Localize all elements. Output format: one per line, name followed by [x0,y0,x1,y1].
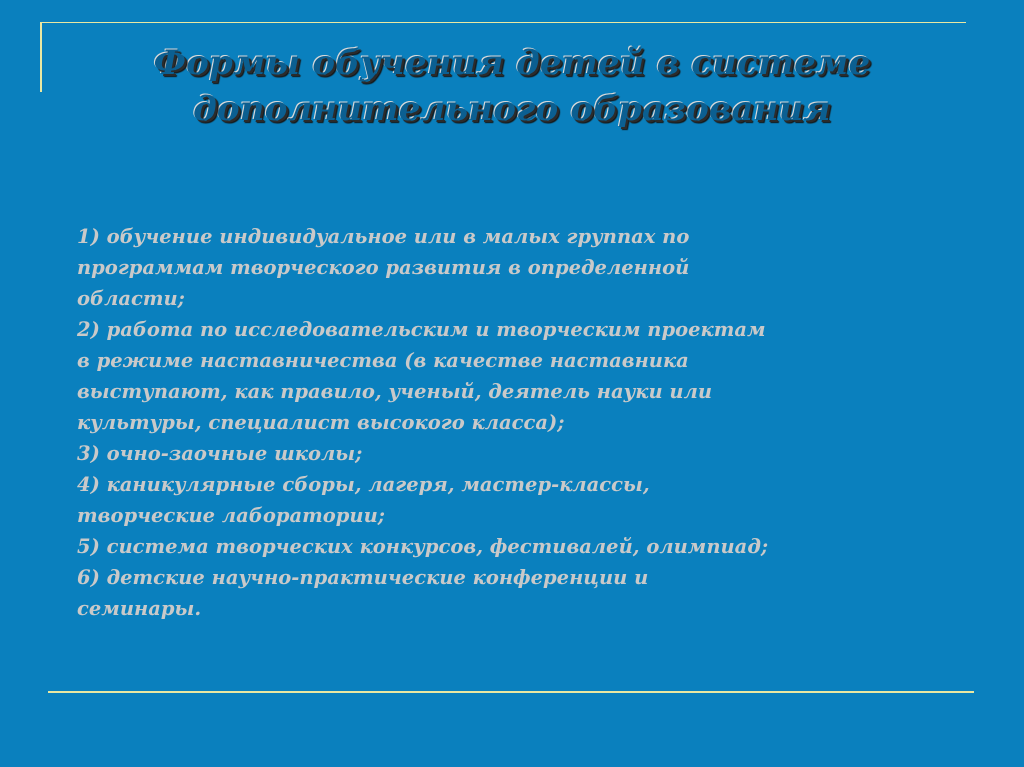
list-item-line: выступают, как правило, ученый, деятель науки или [77,380,713,403]
list-item-line: творческие лаборатории; [77,504,385,527]
list-item-line: 1) обучение индивидуальное или в малых группах по [77,225,690,248]
list-item-line: семинары. [77,597,202,620]
list-item-2 [77,314,957,438]
frame-left-line [40,22,42,92]
list-item-5 [77,531,957,562]
list-item-line: программам творческого развития в определенной [77,256,690,279]
frame-bottom-line [48,691,974,693]
list-item-line: культуры, специалист высокого класса); [77,411,565,434]
list-item-6 [77,562,957,624]
list-item-line: 6) детские научно-практические конференции и [77,566,649,589]
list-item-1 [77,221,957,314]
forms-list [77,221,957,624]
list-item-line: 4) каникулярные сборы, лагеря, мастер-классы, [77,473,650,496]
frame-top-line [40,22,966,23]
list-item-line: 5) система творческих конкурсов, фестивалей, олимпиад; [77,535,769,558]
slide-title-line-2: дополнительного образования [193,89,831,129]
slide-title [80,40,944,132]
list-item-line: 3) очно-заочные школы; [77,442,363,465]
list-item-4 [77,469,957,531]
list-item-3 [77,438,957,469]
list-item-line: 2) работа по исследовательским и творческим проектам [77,318,766,341]
list-item-line: области; [77,287,185,310]
slide-title-line-1: Формы обучения детей в системе [153,43,871,83]
list-item-line: в режиме наставничества (в качестве наставника [77,349,689,372]
